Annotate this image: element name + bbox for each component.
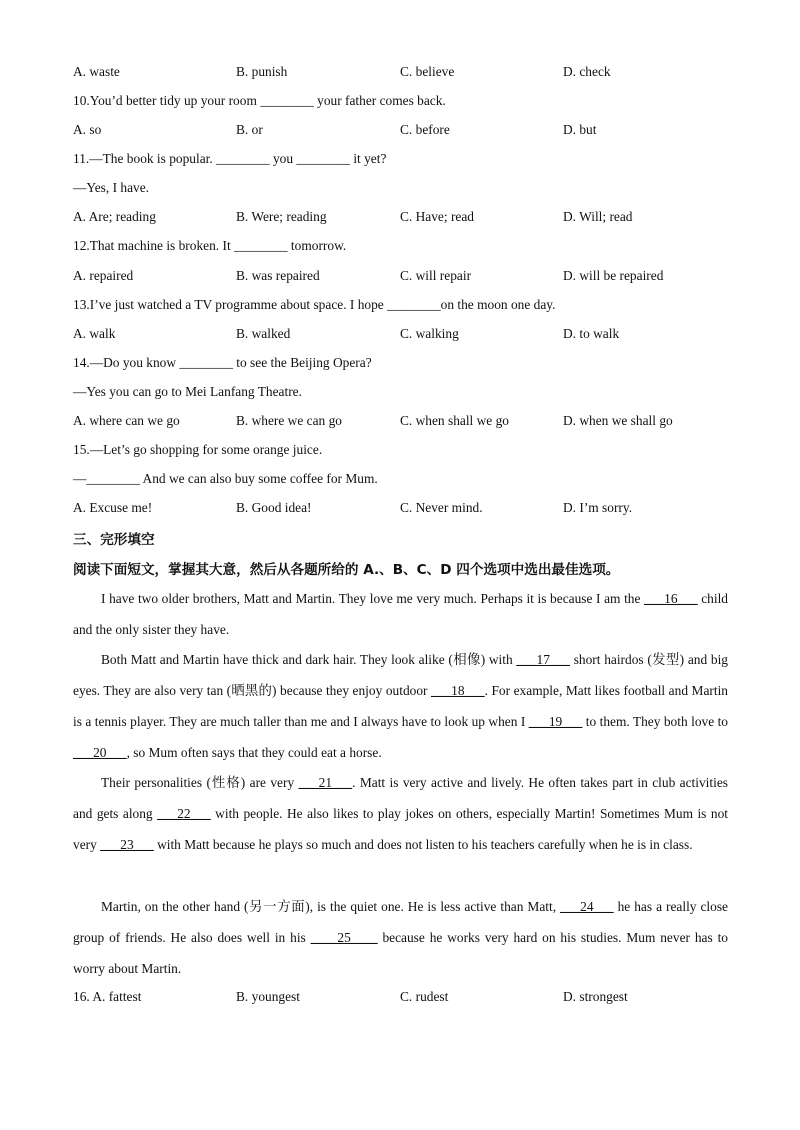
blank-16: ___16___	[644, 591, 698, 606]
q10-option-b: B. or	[236, 122, 263, 137]
q12-option-d: D. will be repaired	[563, 268, 664, 283]
passage-text: Both Matt and Martin have thick and dark hair. They look alike (相像) with	[101, 652, 517, 667]
passage-text: child and the only sister they have.	[73, 591, 728, 637]
passage-text: Their personalities (性格) are very	[101, 775, 299, 790]
blank-23: ___23___	[100, 837, 154, 852]
q10-options	[73, 122, 733, 142]
q14-option-b: B. where we can go	[236, 413, 342, 428]
blank-19: ___19___	[528, 714, 583, 729]
q13-stem: 13.I’ve just watched a TV programme about space. I hope ________on the moon one day.	[73, 297, 556, 312]
q15-option-d: D. I’m sorry.	[563, 500, 633, 515]
q15-options	[73, 500, 733, 520]
blank-21: ___21___	[298, 775, 353, 790]
q12-option-c: C. will repair	[400, 268, 472, 283]
q12-option-a: A. repaired	[73, 268, 134, 283]
q14-option-a: A. where can we go	[73, 413, 180, 428]
passage-paragraph-3	[73, 767, 728, 860]
passage-paragraph-2	[73, 644, 728, 768]
q9-option-d: D. check	[563, 64, 611, 79]
passage-text: because he works very hard on his studies. Mum never has to worry about Martin.	[73, 930, 728, 976]
blank-22: ___22___	[157, 806, 211, 821]
passage-text: I have two older brothers, Matt and Martin. They love me very much. Perhaps it is because I am the	[101, 591, 645, 606]
q9-options	[73, 64, 733, 84]
q15-option-c: C. Never mind.	[400, 500, 483, 515]
q16-option-d: D. strongest	[563, 989, 628, 1004]
section-title: 三、完形填空	[73, 532, 155, 548]
q15-reply: —________ And we can also buy some coffee for Mum.	[73, 471, 378, 486]
passage-text: . Matt is very active and lively. He often takes part in club activities and gets along	[73, 775, 728, 821]
blank-20: ___20___	[73, 745, 127, 760]
q11-reply: —Yes, I have.	[73, 180, 150, 195]
q12-option-b: B. was repaired	[236, 268, 320, 283]
blank-24: ___24___	[560, 899, 614, 914]
q10-stem: 10.You’d better tidy up your room ________ your father comes back.	[73, 93, 446, 108]
q11-options	[73, 209, 733, 229]
q13-option-d: D. to walk	[563, 326, 620, 341]
blank-17: ___17___	[516, 652, 570, 667]
q14-option-d: D. when we shall go	[563, 413, 673, 428]
q12-stem: 12.That machine is broken. It ________ tomorrow.	[73, 238, 347, 253]
passage-text: he has a really close group of friends. He also does well in his	[73, 899, 728, 945]
passage-text: to them. They both love to	[582, 714, 729, 729]
passage-text: short hairdos (发型) and big eyes. They are also very tan (晒黑的) because they enjoy outdoor	[73, 652, 728, 698]
q11-option-d: D. Will; read	[563, 209, 633, 224]
passage-paragraph-4	[73, 891, 728, 984]
passage-text: . For example, Matt likes football and Martin is a tennis player. They are much taller than me and I always have to look up when I	[73, 683, 728, 729]
q16-option-a: 16. A. fattest	[73, 989, 142, 1004]
q13-option-a: A. walk	[73, 326, 116, 341]
q9-option-c: C. believe	[400, 64, 455, 79]
q9-option-b: B. punish	[236, 64, 288, 79]
passage-text: with Matt because he plays so much and does not listen to his teachers carefully when he is in class.	[153, 837, 693, 852]
blank-18: ___18___	[431, 683, 485, 698]
q16-options	[73, 989, 733, 1009]
passage-text: Martin, on the other hand (另一方面), is the quiet one. He is less active than Matt,	[101, 899, 561, 914]
q13-option-b: B. walked	[236, 326, 291, 341]
section-instruction: 阅读下面短文，掌握其大意，然后从各题所给的 A.、B、C、D 四个选项中选出最佳选项。	[73, 562, 620, 578]
q14-reply: —Yes you can go to Mei Lanfang Theatre.	[73, 384, 302, 399]
q9-option-a: A. waste	[73, 64, 120, 79]
blank-25: ____25____	[310, 930, 378, 945]
q15-option-b: B. Good idea!	[236, 500, 312, 515]
q10-option-a: A. so	[73, 122, 102, 137]
q16-option-b: B. youngest	[236, 989, 300, 1004]
q11-option-a: A. Are; reading	[73, 209, 156, 224]
passage-text: , so Mum often says that they could eat a horse.	[126, 745, 382, 760]
q11-option-b: B. Were; reading	[236, 209, 327, 224]
q13-options	[73, 326, 733, 346]
q10-option-c: C. before	[400, 122, 450, 137]
q10-option-d: D. but	[563, 122, 597, 137]
q15-option-a: A. Excuse me!	[73, 500, 153, 515]
q11-stem: 11.—The book is popular. ________ you ________ it yet?	[73, 151, 387, 166]
q11-option-c: C. Have; read	[400, 209, 474, 224]
q16-option-c: C. rudest	[400, 989, 449, 1004]
q12-options	[73, 268, 733, 288]
passage-paragraph-1	[73, 583, 728, 645]
q14-stem: 14.—Do you know ________ to see the Beijing Opera?	[73, 355, 372, 370]
q15-stem: 15.—Let’s go shopping for some orange juice.	[73, 442, 323, 457]
q13-option-c: C. walking	[400, 326, 459, 341]
q14-option-c: C. when shall we go	[400, 413, 509, 428]
passage-text: with people. He also likes to play jokes on others, especially Martin! Sometimes Mum is not very	[73, 806, 728, 852]
q14-options	[73, 413, 733, 433]
